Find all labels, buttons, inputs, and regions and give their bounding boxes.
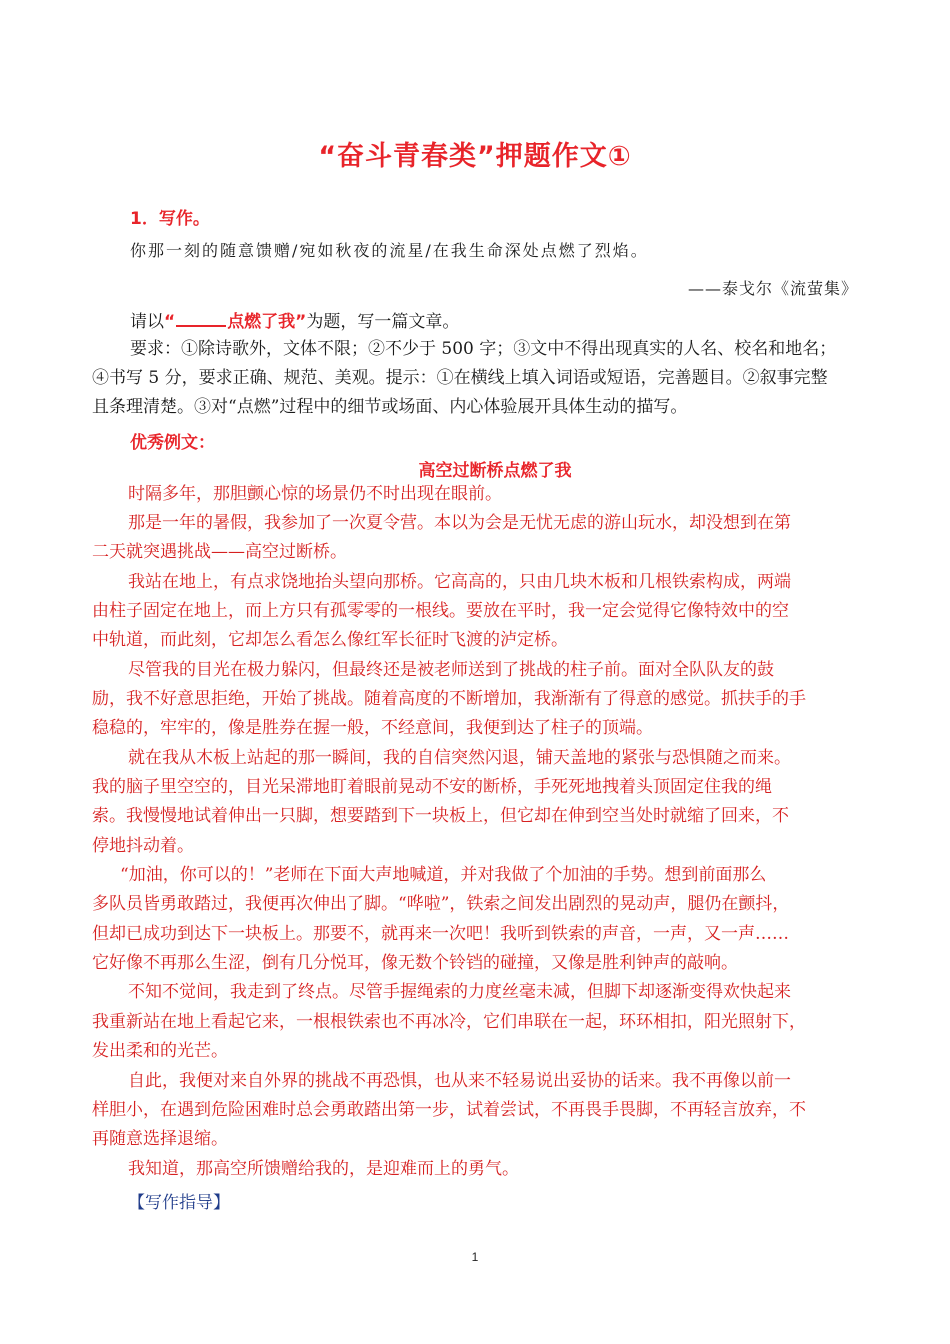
prompt-blank <box>176 311 226 327</box>
prompt-before: 请以 <box>130 312 164 332</box>
essay-line: 但却已成功到达下一块板上。那要不，就再来一次吧！我听到铁索的声音，一声，又一声…… <box>92 924 789 944</box>
essay-line: 发出柔和的光芒。 <box>92 1041 228 1061</box>
requirements-line: 要求：①除诗歌外，文体不限；②不少于 500 字；③文中不得出现真实的人名、校名和地名； <box>130 339 837 359</box>
page-number: 1 <box>471 1250 479 1264</box>
page-title: “奋斗青春类”押题作文① <box>318 141 632 172</box>
essay-line: 不知不觉间，我走到了终点。尽管手握绳索的力度丝毫未减，但脚下却逐渐变得欢快起来 <box>128 982 791 1002</box>
essay-line: 再随意选择退缩。 <box>92 1129 228 1149</box>
writing-guide-heading: 【写作指导】 <box>128 1193 230 1213</box>
essay-line: 时隔多年，那胆颤心惊的场景仍不时出现在眼前。 <box>128 484 502 504</box>
section-heading: 1．写作。 <box>130 209 210 229</box>
essay-line: 励，我不好意思拒绝，开始了挑战。随着高度的不断增加，我渐渐有了得意的感觉。抓扶手的手 <box>92 689 806 709</box>
poem-attribution: ——泰戈尔《流萤集》 <box>687 279 858 298</box>
essay-line: 它好像不再那么生涩，倒有几分悦耳，像无数个铃铛的碰撞，又像是胜利钟声的敲响。 <box>92 953 738 973</box>
essay-line: 自此，我便对来自外界的挑战不再恐惧，也从来不轻易说出妥协的话来。我不再像以前一 <box>128 1071 791 1091</box>
essay-line: 尽管我的目光在极力躲闪，但最终还是被老师送到了挑战的柱子前。面对全队队友的鼓 <box>128 660 774 680</box>
prompt-open-quote: “ <box>164 312 176 332</box>
essay-line: 我重新站在地上看起它来，一根根铁索也不再冰冷，它们串联在一起，环环相扣，阳光照射下， <box>92 1012 806 1032</box>
prompt-red-text: 点燃了我” <box>227 312 307 332</box>
essay-line: 我知道，那高空所馈赠给我的，是迎难而上的勇气。 <box>128 1159 519 1179</box>
requirements-line: ④书写 5 分，要求正确、规范、美观。提示：①在横线上填入词语或短语，完善题目。②叙事完整 <box>92 368 828 388</box>
poem-quote: 你那一刻的随意馈赠/宛如秋夜的流星/在我生命深处点燃了烈焰。 <box>130 241 649 260</box>
essay-line: 二天就突遇挑战——高空过断桥。 <box>92 542 347 562</box>
essay-line: 我站在地上，有点求饶地抬头望向那桥。它高高的，只由几块木板和几根铁索构成，两端 <box>128 572 791 592</box>
essay-line: 由柱子固定在地上，而上方只有孤零零的一根线。要放在平时，我一定会觉得它像特效中的空 <box>92 601 789 621</box>
requirements-line: 且条理清楚。③对“点燃”过程中的细节或场面、内心体验展开具体生动的描写。 <box>92 397 688 417</box>
essay-line: 那是一年的暑假，我参加了一次夏令营。本以为会是无忧无虑的游山玩水，却没想到在第 <box>128 513 791 533</box>
essay-line: “加油，你可以的！”老师在下面大声地喊道，并对我做了个加油的手势。想到前面那么 <box>120 865 767 885</box>
essay-title: 高空过断桥点燃了我 <box>418 461 572 481</box>
prompt-after: 为题，写一篇文章。 <box>306 312 460 332</box>
essay-line: 中轨道，而此刻，它却怎么看怎么像红军长征时飞渡的泸定桥。 <box>92 630 568 650</box>
essay-line: 样胆小，在遇到危险困难时总会勇敢踏出第一步，试着尝试，不再畏手畏脚，不再轻言放弃，不 <box>92 1100 806 1120</box>
essay-line: 稳稳的，牢牢的，像是胜券在握一般，不经意间，我便到达了柱子的顶端。 <box>92 718 653 738</box>
essay-line: 停地抖动着。 <box>92 836 194 856</box>
essay-line: 索。我慢慢地试着伸出一只脚，想要踏到下一块板上，但它却在伸到空当处时就缩了回来，不 <box>92 806 789 826</box>
essay-line: 多队员皆勇敢踏过，我便再次伸出了脚。“哗啦”，铁索之间发出剧烈的晃动声，腿仍在颤抖， <box>92 894 790 914</box>
essay-prompt <box>130 311 459 331</box>
essay-line: 我的脑子里空空的，目光呆滞地盯着眼前晃动不安的断桥，手死死地拽着头顶固定住我的绳 <box>92 777 772 797</box>
sample-heading: 优秀例文： <box>130 433 215 453</box>
essay-line: 就在我从木板上站起的那一瞬间，我的自信突然闪退，铺天盖地的紧张与恐惧随之而来。 <box>128 748 791 768</box>
